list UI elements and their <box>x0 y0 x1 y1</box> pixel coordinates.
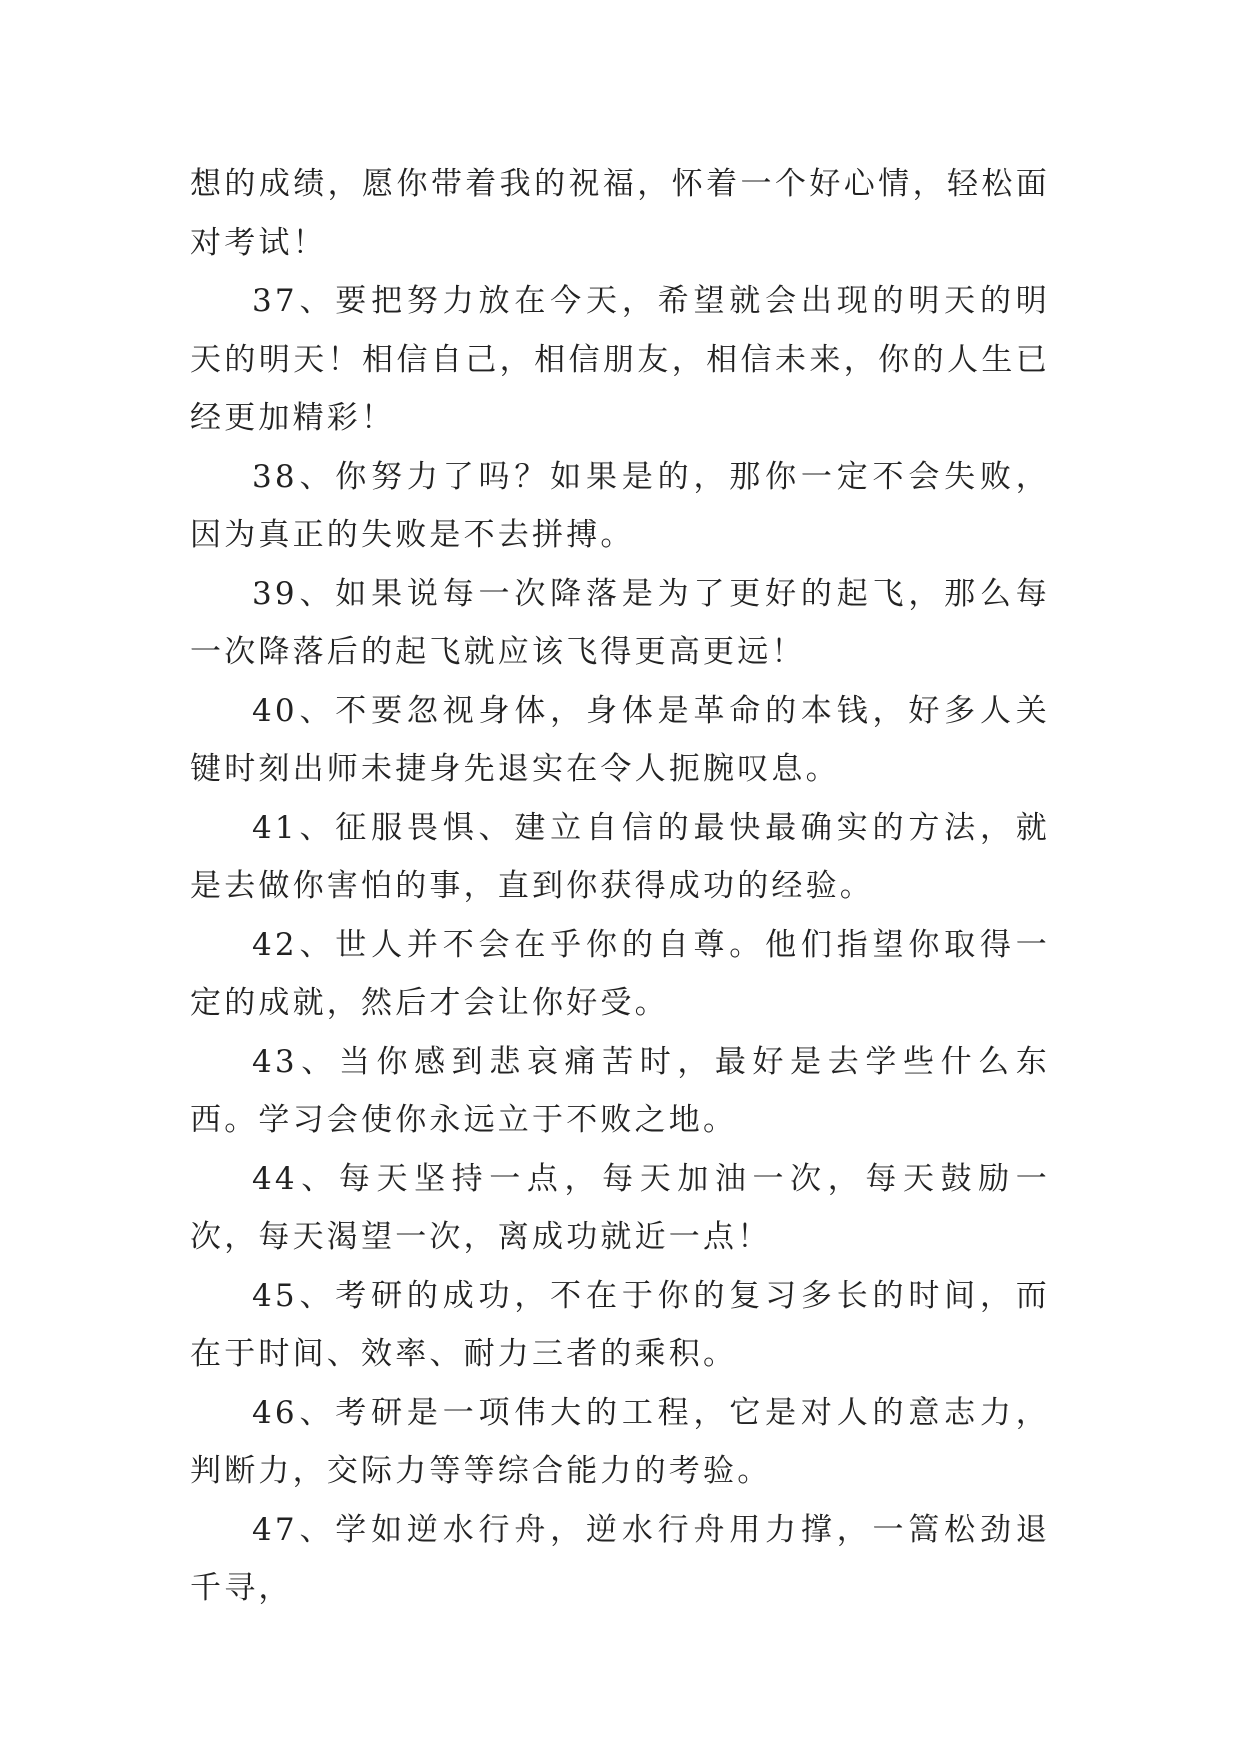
paragraph-43: 43、当你感到悲哀痛苦时，最好是去学些什么东西。学习会使你永远立于不败之地。 <box>190 1043 1050 1138</box>
paragraph-40: 40、不要忽视身体，身体是革命的本钱，好多人关键时刻出师未捷身先退实在令人扼腕叹息。 <box>190 692 1050 787</box>
paragraph-continued: 想的成绩，愿你带着我的祝福，怀着一个好心情，轻松面对考试！ <box>190 166 1050 261</box>
paragraph-38: 38、你努力了吗？如果是的，那你一定不会失败，因为真正的失败是不去拼搏。 <box>190 458 1050 553</box>
paragraph-44: 44、每天坚持一点，每天加油一次，每天鼓励一次，每天渴望一次，离成功就近一点！ <box>190 1160 1050 1255</box>
document-page <box>190 155 1050 1618</box>
paragraph-45: 45、考研的成功，不在于你的复习多长的时间，而在于时间、效率、耐力三者的乘积。 <box>190 1277 1050 1372</box>
paragraph-41: 41、征服畏惧、建立自信的最快最确实的方法，就是去做你害怕的事，直到你获得成功的经验。 <box>190 809 1050 904</box>
paragraph-42: 42、世人并不会在乎你的自尊。他们指望你取得一定的成就，然后才会让你好受。 <box>190 926 1050 1021</box>
paragraph-46: 46、考研是一项伟大的工程，它是对人的意志力，判断力，交际力等等综合能力的考验。 <box>190 1394 1050 1489</box>
paragraph-39: 39、如果说每一次降落是为了更好的起飞，那么每一次降落后的起飞就应该飞得更高更远！ <box>190 575 1050 670</box>
paragraph-37: 37、要把努力放在今天，希望就会出现的明天的明天的明天！相信自己，相信朋友，相信未来，你的人生已经更加精彩！ <box>190 283 1050 436</box>
paragraph-47: 47、学如逆水行舟，逆水行舟用力撑，一篙松劲退千寻， <box>190 1511 1050 1606</box>
